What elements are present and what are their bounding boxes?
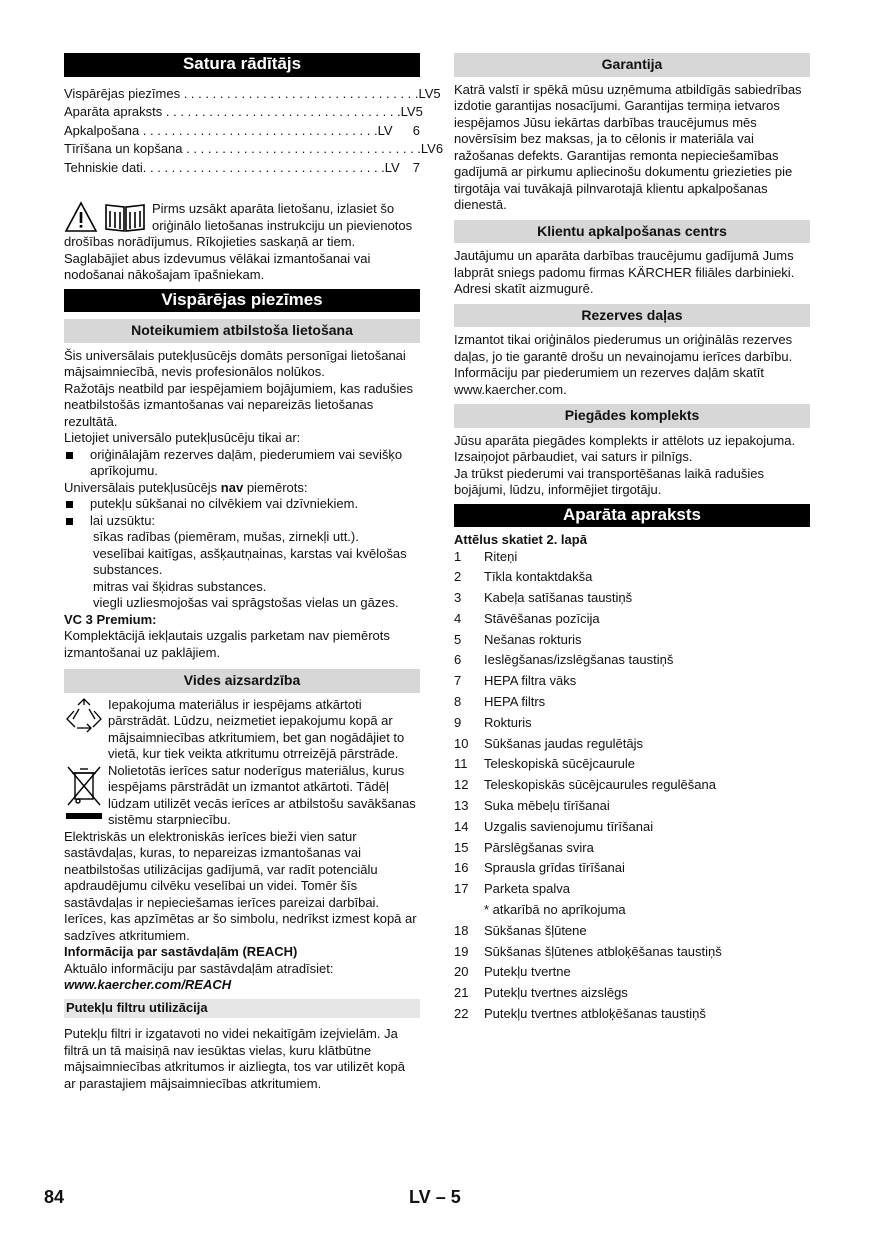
delivery-text-1: Jūsu aparāta piegādes komplekts ir attēlots uz iepakojuma. Izsaiņojot pārbaudiet, vai saturs ir pilnīgs. xyxy=(454,432,796,464)
list-item xyxy=(454,569,810,590)
sub-item: veselībai kaitīgas, asšķautņainas, karstas vai kvēlošas substances. xyxy=(93,545,407,577)
bullet-text: putekļu sūkšanai no cilvēkiem vai dzīvniekiem. xyxy=(90,496,359,511)
intended-use-p2: Ražotājs neatbild par iespējamiem bojājumiem, kas radušies neatbilstošās izmantošanas vai nepareizās lietošanas rezultātā. xyxy=(64,380,414,429)
toc-entry-page: 6 xyxy=(412,122,420,138)
list-item xyxy=(454,840,810,861)
part-label: Sūkšanas šļūtenes atbloķēšanas taustiņš xyxy=(484,943,722,959)
part-number: 4 xyxy=(454,610,462,626)
list-item xyxy=(454,964,810,985)
part-number: 12 xyxy=(454,777,469,793)
left-column xyxy=(64,53,444,1092)
spares-text-1: Izmantot tikai oriģinālos piederumus un oriģinālās rezerves daļas, jo tie garantē drošu un nevainojamu ierīces darbību. xyxy=(454,332,793,364)
read-manual-icon xyxy=(102,201,148,233)
parts-list xyxy=(454,549,810,1027)
part-number: 8 xyxy=(454,694,462,710)
list-item xyxy=(454,902,810,923)
toc-entry-page: 6 xyxy=(435,141,444,156)
part-label: HEPA filtrs xyxy=(484,694,546,710)
list-item xyxy=(454,756,810,777)
toc-entry-label: Aparāta apraksts xyxy=(64,104,163,119)
spares-text-2: Informāciju par piederumiem un rezerves daļām skatīt www.kaercher.com. xyxy=(454,365,764,397)
part-number: 7 xyxy=(454,673,462,689)
toc-list xyxy=(64,85,444,179)
toc-entry[interactable]: Tīrīšana un kopšana . . . . . . . . . . . . . . . . . . . . . . . . . . . . . . . . . LV 6 xyxy=(64,141,420,160)
list-item xyxy=(454,549,810,570)
list-item xyxy=(454,652,810,673)
warning-icon xyxy=(64,201,98,233)
toc-entry-lang: LV xyxy=(420,141,436,156)
part-number: 14 xyxy=(454,818,469,834)
part-label: Uzgalis savienojumu tīrīšanai xyxy=(484,818,654,834)
general-title: Vispārējas piezīmes xyxy=(64,289,420,313)
toc-entry-page: 5 xyxy=(415,104,423,119)
part-label: Suka mēbeļu tīrīšanai xyxy=(484,798,610,814)
list-item xyxy=(454,777,810,798)
description-title: Aparāta apraksts xyxy=(454,504,810,528)
list-item xyxy=(454,632,810,653)
right-column xyxy=(454,53,810,1027)
part-label: Kabeļa satīšanas taustiņš xyxy=(484,590,633,606)
warranty-text: Katrā valstī ir spēkā mūsu uzņēmuma atbildīgās sabiedrības izdotie garantijas nosacījumi. Garantijas termiņa ietvaros iespējamos Jūsu iekārtas darbības traucējumus mēs novērsīsim bez maksas, ja to cēlonis ir materiāla vai ražošanas defekts. Garantijas remonta nepieciešamības gadījumā ar pirkumu apliecinošu dokumentu griezieties pie tirgotāja vai tuvākajā pilnvarotajā klientu apkalpošanas dienestā. xyxy=(454,81,802,212)
part-number: 1 xyxy=(454,548,462,564)
list-item xyxy=(454,715,810,736)
section-footer xyxy=(409,1187,461,1208)
part-number: 2 xyxy=(454,569,462,585)
part-label: Putekļu tvertnes atbloķēšanas taustiņš xyxy=(484,1006,706,1022)
toc-entry[interactable]: Tehniskie dati. . . . . . . . . . . . . . . . . . . . . . . . . . . . . . . . . . LV 7 xyxy=(64,160,420,179)
part-number: 10 xyxy=(454,735,469,751)
sub-item: sīkas radības (piemēram, mušas, zirnekļi utt.). xyxy=(93,529,359,544)
toc-title: Satura rādītājs xyxy=(64,53,420,77)
part-label: Teleskopiskā sūcējcaurule xyxy=(484,756,636,772)
service-text: Jautājumu un aparāta darbības traucējumu gadījumā Jums labprāt sniegs padomu firmas KÄRCHER filiāles darbinieki. Adresi skatīt aizmugurē. xyxy=(454,248,795,296)
filter-disposal-title: Putekļu filtru utilizācija xyxy=(64,999,420,1019)
part-label: Riteņi xyxy=(484,548,518,564)
intended-use-p1: Šis universālais putekļusūcējs domāts personīgai lietošanai mājsaimniecībā, nevis profesionālos nolūkos. xyxy=(64,347,406,379)
recycle-icon xyxy=(64,697,104,737)
list-item xyxy=(454,944,810,965)
intended-use-title: Noteikumiem atbilstoša lietošana xyxy=(64,319,420,343)
part-label: Parketa spalva xyxy=(484,881,570,897)
part-number: 3 xyxy=(454,590,462,606)
part-number: 20 xyxy=(454,964,469,980)
list-item xyxy=(454,860,810,881)
part-number: 19 xyxy=(454,943,469,959)
sub-item: mitras vai šķidras substances. xyxy=(93,578,267,594)
list-item xyxy=(454,1006,810,1027)
reach-title: Informācija par sastāvdaļām (REACH) xyxy=(64,944,298,959)
list-item xyxy=(454,798,810,819)
part-number: 17 xyxy=(454,881,469,897)
part-label: Stāvēšanas pozīcija xyxy=(484,610,600,626)
list-item xyxy=(64,513,420,530)
part-label: Nešanas rokturis xyxy=(484,631,582,647)
part-number: 22 xyxy=(454,1006,469,1022)
toc-entry-label: Apkalpošana xyxy=(64,122,140,138)
list-item xyxy=(454,590,810,611)
toc-entry-lang: LV xyxy=(377,122,393,138)
vc3-text: Komplektācijā iekļautais uzgalis parketam nav piemērots izmantošanai uz paklājiem. xyxy=(64,628,390,660)
toc-entry[interactable]: Apkalpošana . . . . . . . . . . . . . . . . . . . . . . . . . . . . . . . . . LV 6 xyxy=(64,123,420,142)
toc-entry[interactable]: Aparāta apraksts . . . . . . . . . . . . . . . . . . . . . . . . . . . . . . . . . LV 5 xyxy=(64,104,420,123)
reach-text: Aktuālo informāciju par sastāvdaļām atradīsiet: xyxy=(64,960,334,976)
bullet-text: oriģinālajām rezerves daļām, piederumiem vai sevišķo aprīkojumu. xyxy=(90,446,403,478)
list-item xyxy=(454,736,810,757)
part-label: Sūkšanas šļūtene xyxy=(484,922,587,938)
part-number: 11 xyxy=(454,756,468,772)
toc-entry-lang: LV xyxy=(400,104,416,119)
part-number: 9 xyxy=(454,714,462,730)
delivery-text-2: Ja trūkst piederumi vai transportēšanas laikā radušies bojājumi, lūdzu, informējiet tirgotāju. xyxy=(454,465,764,497)
list-item xyxy=(454,819,810,840)
part-number: 15 xyxy=(454,839,469,855)
part-label: Teleskopiskās sūcējcaurules regulēšana xyxy=(484,777,716,793)
part-number: 18 xyxy=(454,922,469,938)
bullet-text: lai uzsūktu: xyxy=(90,512,156,528)
toc-entry-label: Tehniskie dati xyxy=(64,159,143,175)
part-label: Ieslēgšanas/izslēgšanas taustiņš xyxy=(484,652,674,668)
crossed-bin-icon xyxy=(64,763,104,823)
part-label: Pārslēgšanas svira xyxy=(484,839,594,855)
part-label: Sūkšanas jaudas regulētājs xyxy=(484,735,643,751)
list-item xyxy=(454,985,810,1006)
part-label: Putekļu tvertnes aizslēgs xyxy=(484,985,628,1001)
env-electronics-text: Elektriskās un elektroniskās ierīces bieži vien satur sastāvdaļas, kuras, to nepareizas izmantošanas vai neatbilstošas utilizācijas gadījumā, var radīt potenciālu apdraudējumu cilvēku veselībai un videi. Tomēr šīs sastāvdaļas ir nepieciešamas ierīces pareizai darbībai. Ierīces, kas apzīmētas ar šo simbolu, nedrīkst izmest kopā ar sadzīves atkritumiem. xyxy=(64,828,417,943)
vc3-title: VC 3 Premium: xyxy=(64,611,157,627)
safety-text: Pirms uzsākt aparāta lietošanu, izlasiet šo oriģinālo lietošanas instrukciju un pievienotos drošības norādījumus. Rīkojieties saskaņā ar tiem. Saglabājiet abus izdevumus vēlākai izmantošanai vai nodošanai nākošajam īpašniekam. xyxy=(64,201,413,282)
figure-reference: Attēlus skatiet 2. lapā xyxy=(454,532,587,547)
spares-title: Rezerves daļas xyxy=(454,304,810,328)
part-label: HEPA filtra vāks xyxy=(484,673,577,689)
part-label: Rokturis xyxy=(484,714,532,730)
intended-use-body xyxy=(64,348,420,662)
intended-use-p4: Universālais putekļusūcējs nav piemērots: xyxy=(64,479,308,495)
bullet-marker xyxy=(64,447,90,480)
part-number: 5 xyxy=(454,631,462,647)
safety-icons xyxy=(64,201,152,233)
filter-disposal-text: Putekļu filtri ir izgatavoti no videi nekaitīgām izejvielām. Ja filtrā un tā maisiņā nav iesūktas vielas, kuru klātbūtne mājsaimniecības atkritumos ir aizliegta, tos var utilizēt kopā ar parastajiem mājsaimniecības atkritumiem. xyxy=(64,1026,406,1091)
env-recycling-text: Nolietotās ierīces satur noderīgus materiālus, kurus iespējams pārstrādāt un izmantot atkārtoti. Tādēļ lūdzam utilizēt vecās ierīces ar atbilstošu savākšanas sistēmu starpniecību. xyxy=(108,762,416,827)
toc-entry-label: Vispārējas piezīmes xyxy=(64,85,181,101)
list-item xyxy=(454,611,810,632)
list-item xyxy=(454,881,810,902)
part-label: Sprausla grīdas tīrīšanai xyxy=(484,860,625,876)
list-item xyxy=(64,447,420,480)
part-number: 6 xyxy=(454,652,462,668)
section-code: LV xyxy=(409,1187,431,1207)
bullet-marker xyxy=(64,496,90,513)
toc-entry-page: 5 xyxy=(433,85,441,101)
reach-link[interactable]: www.kaercher.com/REACH xyxy=(64,977,232,992)
toc-entry-label: Tīrīšana un kopšana xyxy=(64,141,183,156)
list-item xyxy=(454,673,810,694)
part-label: Tīkla kontaktdakša xyxy=(484,569,593,585)
env-title: Vides aizsardzība xyxy=(64,669,420,693)
part-number: 21 xyxy=(454,985,469,1001)
service-title: Klientu apkalpošanas centrs xyxy=(454,220,810,244)
section-page: 5 xyxy=(450,1187,461,1207)
list-item xyxy=(64,496,420,513)
list-item xyxy=(454,694,810,715)
list-item xyxy=(454,923,810,944)
footer-dash: – xyxy=(435,1187,446,1207)
part-label: * atkarībā no aprīkojuma xyxy=(484,902,626,918)
toc-entry-page: 7 xyxy=(412,159,420,175)
delivery-title: Piegādes komplekts xyxy=(454,404,810,428)
warranty-title: Garantija xyxy=(454,53,810,77)
toc-entry[interactable]: Vispārējas piezīmes . . . . . . . . . . . . . . . . . . . . . . . . . . . . . . . . . LV 5 xyxy=(64,86,420,105)
toc-entry-lang: LV xyxy=(418,85,434,101)
env-body xyxy=(64,697,420,1093)
toc-entry-lang: LV xyxy=(384,159,400,175)
sub-item: viegli uzliesmojošas vai sprāgstošas vielas un gāzes. xyxy=(93,595,399,610)
part-number: 13 xyxy=(454,798,469,814)
part-number: 16 xyxy=(454,860,469,876)
env-packaging-text: Iepakojuma materiālus ir iespējams atkārtoti pārstrādāt. Lūdzu, neizmetiet iepakojumu kopā ar mājsaimniecības atkritumiem, bet gan nogādājiet to vietā, kur tiek veikta atkritumu otrreizējā pārstrāde. xyxy=(108,696,405,761)
bullet-marker xyxy=(64,513,90,530)
safety-notice xyxy=(64,201,420,284)
page-number: 84 xyxy=(44,1187,65,1207)
intended-use-p3: Lietojiet universālo putekļusūcēju tikai ar: xyxy=(64,430,301,445)
part-label: Putekļu tvertne xyxy=(484,964,571,980)
